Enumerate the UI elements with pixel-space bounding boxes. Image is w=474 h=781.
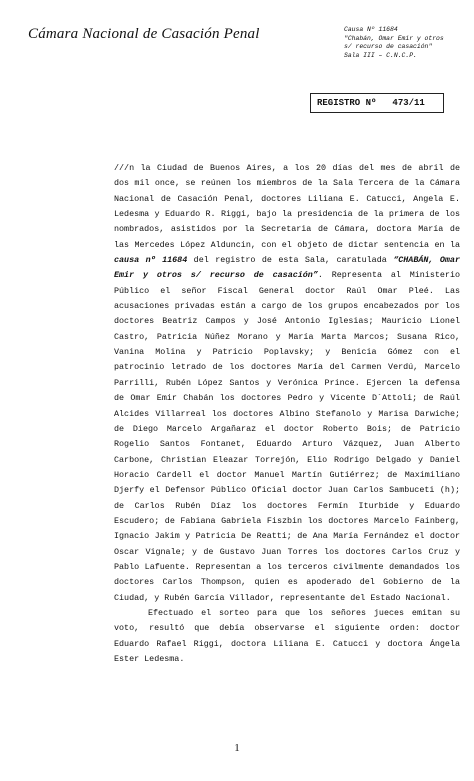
paragraph-2: Efectuado el sorteo para que los señores jueces emitan su voto, resultó que debía observarse el siguiente orden: doctor Eduardo Rafael Riggi, doctora Liliana E. Catucci y doctora Ángela Ester Ledesma. [114,607,460,664]
document-body [114,161,460,667]
page-number: 1 [234,742,240,754]
registro-box [310,93,444,113]
paragraph-1-text-e: . Representa al Ministerio Público el señor Fiscal General doctor Raúl Omar Pleé. Las acusaciones privadas están a cargo de los grupos encabezados por los doctores Beatriz Campos y José Antonio Iglesias; Mauricio Lionel Castro, Patricia Núñez Morano y María Marta Marcos; Susana Rico, Vanina Molina y Patricio Poplavsky; y Benicia Gómez con el patrocinio letrado de los doctores María del Carmen Verdú, Marcelo Parrilli, Rubén López Santos y Verónica Prince. Ejercen la defensa de Omar Emir Chabán los doctores Pedro y Vicente D´Attoli; de Raúl Alcides Villarreal los doctores Albino Stefanolo y Marisa Darwiche; de Diego Marcelo Argañaraz el doctor Roberto Bois; de Patricio Rogelio Santos Fontanet, Eduardo Arturo Vázquez, Juan Alberto Carbone, Christian Eleazar Torrejón, Elio Rodrigo Delgado y Daniel Horacio Cardell el doctor Manuel Martín Gutiérrez; de Maximiliano Djerfy el Defensor Público Oficial doctor Juan Carlos Sambuceti (h); de Carlos Rubén Díaz los doctores Fermín Iturbide y Eduardo Escudero; de Fabiana Gabriela Fiszbin los doctores Marcelo Fainberg, Ignacio Jakim y Patricia De Reatti; de Ana María Fernández el doctor Oscar Vignale; y de Gustavo Juan Torres los doctores Carlos Cruz y Pablo Lafuente. Representan a los terceros civilmente demandados los doctores Carlos Thompson, quien es apoderado del Gobierno de la Ciudad, y Rubén García Villador, representante del Estado Nacional. [114,270,460,603]
registro-number: 473/11 [392,98,425,108]
case-caption-reference: “CHABÁN, Omar Emir y otros s/ recurso de casación” [114,255,460,281]
paragraph-1-text-c: del registro de esta Sala, caratulada [187,255,394,266]
registro-label: REGISTRO Nº [317,98,377,108]
case-title-line-2: s/ recurso de casación" [344,43,433,51]
case-title-line-1: "Chabán, Omar Emir y otros [344,34,444,42]
court-name: Cámara Nacional de Casación Penal [28,26,260,42]
paragraph-1-text-a: ///n la Ciudad de Buenos Aires, a los 20 días del mes de abril de dos mil once, se reúnen los miembros de la Sala Tercera de la Cámara Nacional de Casación Penal, doctores Liliana E. Catucci, Angela E. Ledesma y Eduardo R. Riggi, bajo la presidencia de la primera de los nombrados, asistidos por la Secretaria de Cámara, doctora María de las Mercedes López Alduncin, con el objeto de dictar sentencia en la [114,163,460,250]
case-number: Causa Nº 11684 [344,26,398,33]
case-reference: causa nº 11684 [114,255,188,266]
case-caption [344,26,469,60]
paragraph-1 [114,161,460,606]
case-chamber: Sala III – C.N.C.P. [344,51,417,59]
